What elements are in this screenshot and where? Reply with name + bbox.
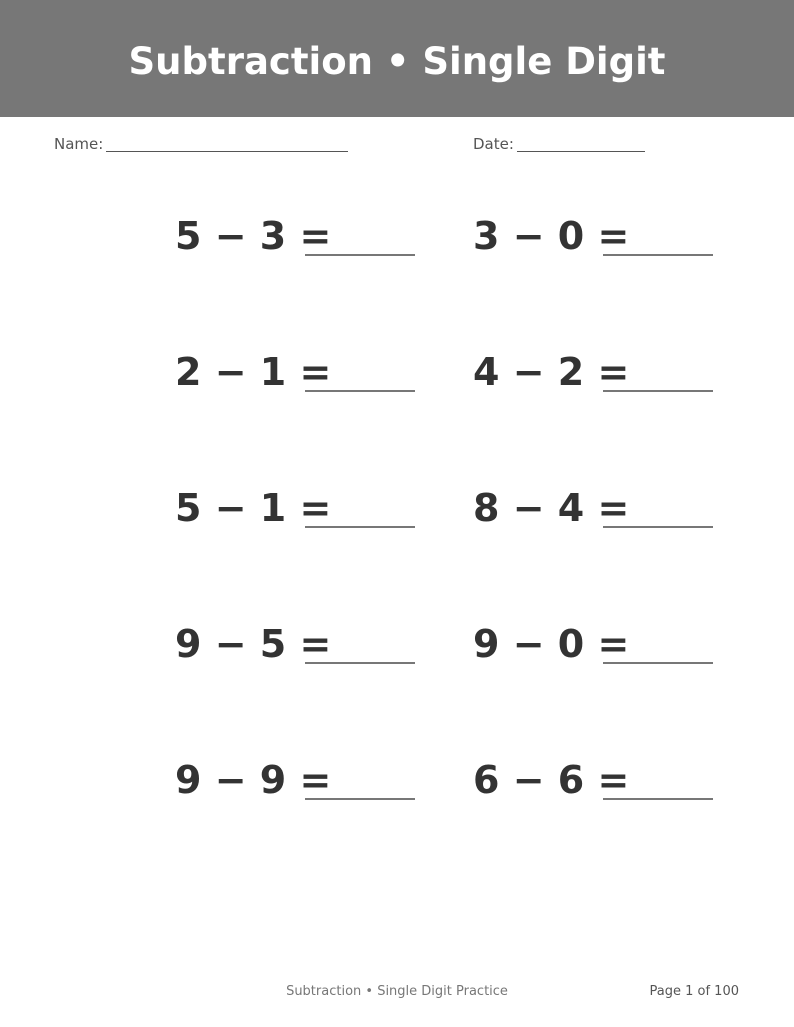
operand-a: 2 bbox=[175, 350, 202, 394]
date-field bbox=[473, 134, 653, 154]
operand-a: 5 bbox=[175, 214, 202, 258]
problem bbox=[175, 214, 420, 274]
operand-b: 9 bbox=[259, 758, 287, 802]
operand-b: 1 bbox=[259, 486, 287, 530]
operand-a: 9 bbox=[175, 758, 202, 802]
equals-sign: = bbox=[597, 622, 630, 666]
equals-sign: = bbox=[299, 214, 332, 258]
minus-sign: − bbox=[512, 214, 545, 258]
date-line bbox=[517, 151, 645, 152]
minus-sign: − bbox=[214, 758, 247, 802]
answer-line[interactable] bbox=[305, 254, 415, 256]
problem bbox=[473, 758, 718, 818]
problem bbox=[175, 758, 420, 818]
problem bbox=[175, 350, 420, 410]
answer-line[interactable] bbox=[305, 526, 415, 528]
answer-line[interactable] bbox=[305, 662, 415, 664]
operand-b: 6 bbox=[557, 758, 585, 802]
answer-line[interactable] bbox=[305, 798, 415, 800]
equals-sign: = bbox=[597, 486, 630, 530]
equals-sign: = bbox=[299, 758, 332, 802]
minus-sign: − bbox=[512, 350, 545, 394]
problem bbox=[175, 486, 420, 546]
date-label: Date: bbox=[473, 135, 514, 153]
problem bbox=[473, 350, 718, 410]
answer-line[interactable] bbox=[603, 390, 713, 392]
equals-sign: = bbox=[597, 350, 630, 394]
problem bbox=[175, 622, 420, 682]
operand-a: 3 bbox=[473, 214, 500, 258]
problem bbox=[473, 486, 718, 546]
name-label: Name: bbox=[54, 135, 104, 153]
page-title: Subtraction • Single Digit bbox=[128, 40, 666, 83]
equals-sign: = bbox=[299, 622, 332, 666]
answer-line[interactable] bbox=[603, 798, 713, 800]
answer-line[interactable] bbox=[603, 254, 713, 256]
equals-sign: = bbox=[597, 758, 630, 802]
equals-sign: = bbox=[597, 214, 630, 258]
minus-sign: − bbox=[214, 214, 247, 258]
operand-a: 9 bbox=[175, 622, 202, 666]
minus-sign: − bbox=[214, 486, 247, 530]
operand-a: 9 bbox=[473, 622, 500, 666]
operand-b: 0 bbox=[557, 622, 585, 666]
operand-a: 4 bbox=[473, 350, 500, 394]
operand-a: 5 bbox=[175, 486, 202, 530]
operand-b: 2 bbox=[557, 350, 585, 394]
page-number: Page 1 of 100 bbox=[649, 984, 739, 999]
answer-line[interactable] bbox=[603, 526, 713, 528]
answer-line[interactable] bbox=[603, 662, 713, 664]
minus-sign: − bbox=[512, 486, 545, 530]
name-line bbox=[106, 151, 348, 152]
operand-b: 5 bbox=[259, 622, 287, 666]
operand-b: 0 bbox=[557, 214, 585, 258]
minus-sign: − bbox=[512, 758, 545, 802]
name-field bbox=[54, 134, 354, 154]
footer-title: Subtraction • Single Digit Practice bbox=[286, 984, 508, 999]
minus-sign: − bbox=[214, 350, 247, 394]
header-banner bbox=[0, 0, 794, 117]
operand-b: 3 bbox=[259, 214, 287, 258]
minus-sign: − bbox=[214, 622, 247, 666]
operand-b: 1 bbox=[259, 350, 287, 394]
operand-b: 4 bbox=[557, 486, 585, 530]
operand-a: 8 bbox=[473, 486, 500, 530]
problem bbox=[473, 622, 718, 682]
minus-sign: − bbox=[512, 622, 545, 666]
operand-a: 6 bbox=[473, 758, 500, 802]
answer-line[interactable] bbox=[305, 390, 415, 392]
equals-sign: = bbox=[299, 486, 332, 530]
problem bbox=[473, 214, 718, 274]
equals-sign: = bbox=[299, 350, 332, 394]
